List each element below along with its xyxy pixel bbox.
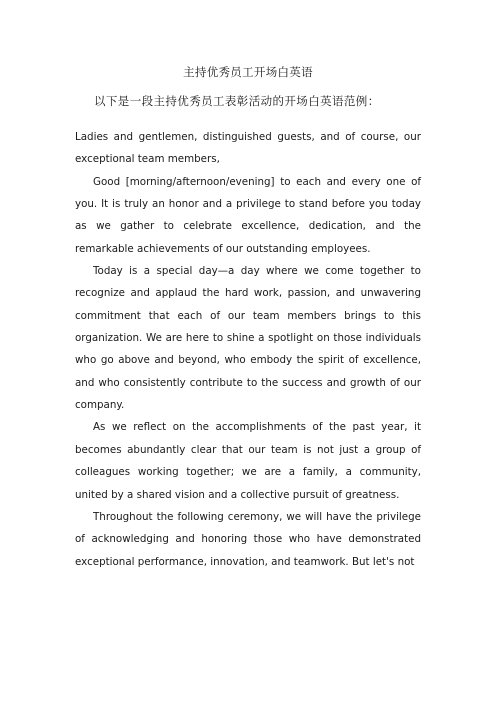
paragraph: Throughout the following ceremony, we will have the privilege of acknowledging and honoring those who have demonstrated exceptional performance, innovation, and teamwork. But let's not: [75, 510, 421, 568]
paragraph: Good [morning/afternoon/evening] to each and every one of you. It is truly an honor and a privilege to stand before you today as we gather to celebrate excellence, dedication, and the remarkable achievements of our outstanding employees.: [75, 175, 421, 255]
intro-line: 以下是一段主持优秀员工表彰活动的开场白英语范例：: [94, 94, 380, 108]
paragraph: As we reflect on the accomplishments of the past year, it becomes abundantly clear that our team is not just a group of colleagues working together; we are a family, a community, united by a shared vision and a collective pursuit of greatness.: [75, 421, 421, 501]
document-body: [75, 126, 421, 573]
paragraph: Today is a special day—a day where we come together to recognize and applaud the hard work, passion, and unwavering commitment that each of our team members brings to this organization. We are here to shine a spotlight on those individuals who go above and beyond, who embody the spirit of excellence, and who consistently contribute to the success and growth of our company.: [75, 265, 421, 412]
paragraph: Ladies and gentlemen, distinguished guests, and of course, our exceptional team members,: [75, 131, 421, 166]
document-title: 主持优秀员工开场白英语: [183, 65, 313, 79]
